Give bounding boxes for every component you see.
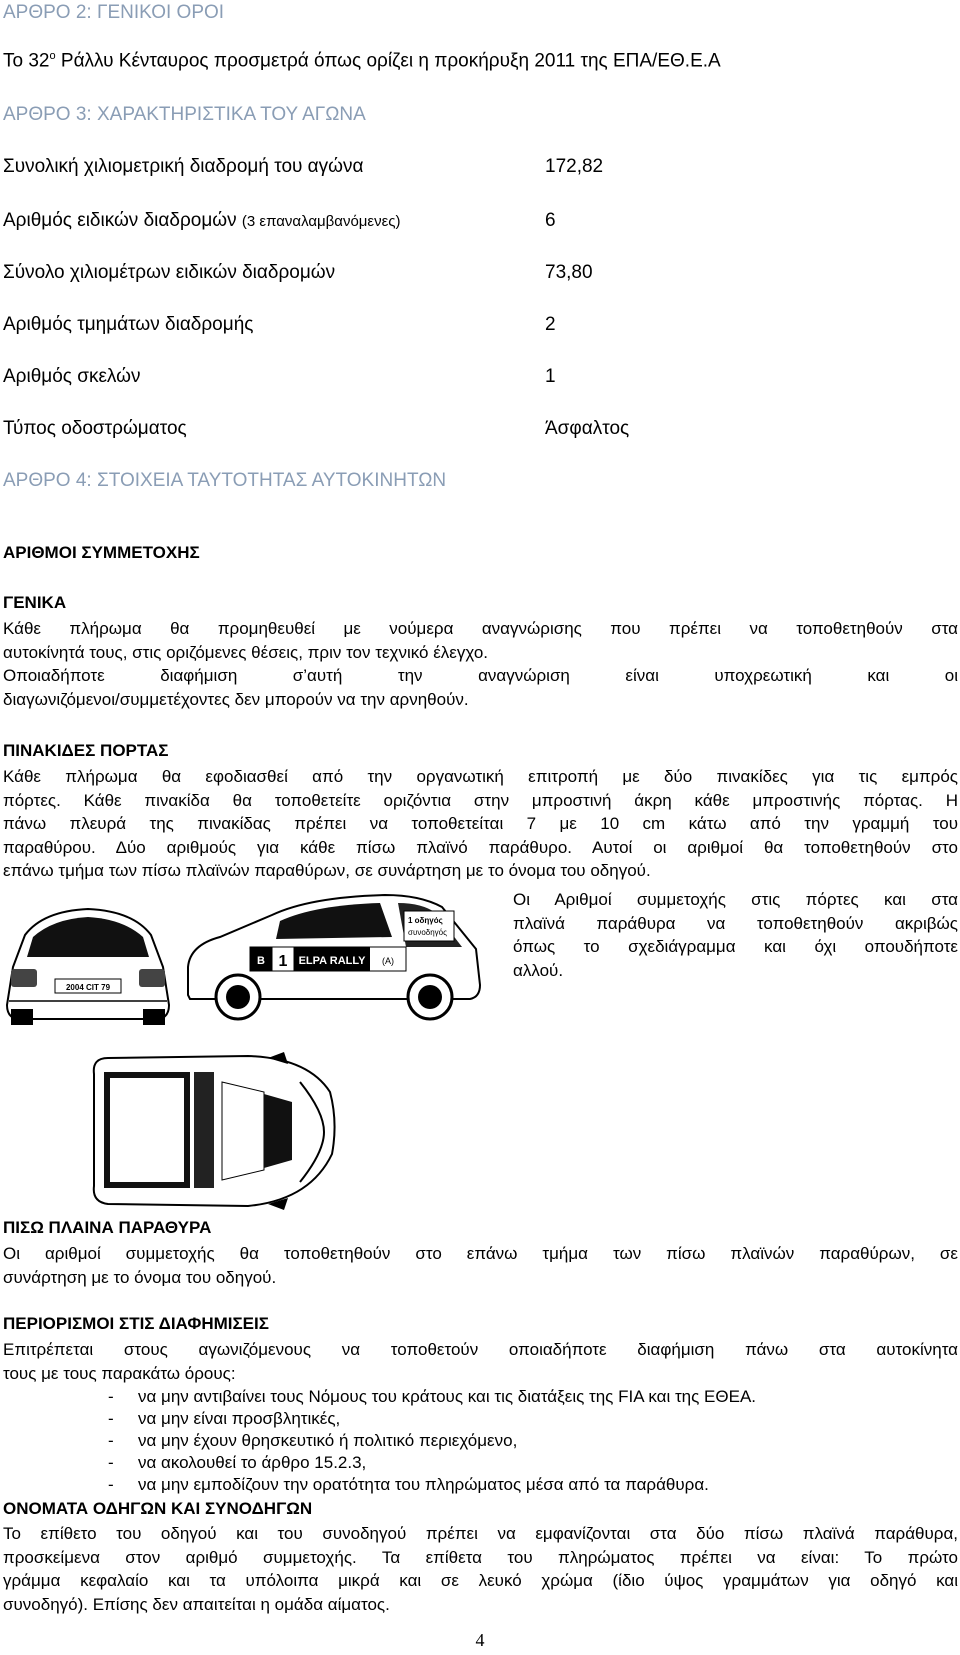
- general-heading: ΓΕΝΙΚΑ: [3, 593, 67, 612]
- text-line: προσκείμενα στον αριθμό συμμετοχής. Τα επίθετα του πληρώματος πρέπει να είναι: Το πρώτο: [3, 1547, 958, 1567]
- names-paragraph: [3, 1522, 958, 1616]
- text-line: συνάρτηση με το όνομα του οδηγού.: [3, 1267, 277, 1287]
- text-line: Οι αριθμοί συμμετοχής θα τοποθετηθούν στο επάνω τμήμα των πίσω πλαϊνών παραθύρων, σε: [3, 1244, 958, 1263]
- window-label-text-1: 1 οδηγός: [408, 916, 443, 925]
- list-item: - να μην εμποδίζουν την ορατότητα του πληρώματος μέσα από τα παράθυρα.: [108, 1474, 958, 1496]
- list-item: - να μην αντιβαίνει τους Νόμους του κράτους και τις διατάξεις της FIA και της ΕΘΕΑ.: [108, 1386, 958, 1408]
- characteristic-value: 1: [545, 366, 556, 387]
- text-line: Το επίθετο του οδηγού και του συνοδηγού πρέπει να εμφανίζονται στα δύο πίσω πλαϊνά παράθυρα,: [3, 1524, 958, 1543]
- door-letter-text: B: [257, 955, 265, 967]
- characteristic-value: Άσφαλτος: [545, 418, 630, 439]
- general-paragraph: [3, 617, 958, 711]
- characteristic-label: Τύπος οδοστρώματος: [3, 418, 187, 439]
- characteristic-label: Αριθμός τμημάτων διαδρομής: [3, 314, 254, 335]
- door-class-text: (A): [382, 956, 394, 966]
- text-line: όπως το σχεδιάγραμμα και όχι οπουδήποτε: [513, 937, 958, 956]
- characteristic-value: 73,80: [545, 262, 593, 283]
- rear-plate-text: 2004 CIT 79: [65, 983, 111, 992]
- text-line: Οποιαδήποτε διαφήμιση σ’αυτή την αναγνώριση είναι υποχρεωτική και οι: [3, 666, 958, 685]
- text-line: Κάθε πλήρωμα θα προμηθευθεί με νούμερα αναγνώρισης που πρέπει να τοποθετηθούν στα: [3, 619, 958, 638]
- characteristic-value: 172,82: [545, 156, 604, 177]
- list-item: - να μην είναι προσβλητικές,: [108, 1408, 958, 1430]
- advertising-paragraph: [3, 1338, 958, 1385]
- rear-windows-paragraph: [3, 1242, 958, 1289]
- text-line: Κάθε πλήρωμα θα εφοδιασθεί από την οργανωτική επιτροπή με δύο πινακίδες για τις εμπρός: [3, 767, 958, 786]
- names-heading: ΟΝΟΜΑΤΑ ΟΔΗΓΩΝ ΚΑΙ ΣΥΝΟΔΗΓΩΝ: [3, 1499, 313, 1518]
- door-number-text: 1: [278, 953, 288, 970]
- article4-heading: ΑΡΘΡΟ 4: ΣΤΟΙΧΕΙΑ ΤΑΥΤΟΤΗΤΑΣ ΑΥΤΟΚΙΝΗΤΩΝ: [3, 470, 447, 491]
- text-line: συνοδηγό). Επίσης δεν απαιτείται η ομάδα αίματος.: [3, 1594, 390, 1614]
- text-line: τους με τους παρακάτω όρους:: [3, 1363, 236, 1383]
- characteristic-label: Σύνολο χιλιομέτρων ειδικών διαδρομών: [3, 262, 336, 283]
- article2-text-sup: ο: [49, 50, 56, 62]
- characteristic-label: Αριθμός σκελών: [3, 366, 141, 387]
- text-line: Επιτρέπεται στους αγωνιζόμενους να τοποθετούν οποιαδήποτε διαφήμιση πάνω στα αυτοκίνητα: [3, 1340, 958, 1359]
- text-line: γράμμα κεφαλαίο και τα υπόλοιπα μικρά και σε λευκό χρώμα (ίδιο ύψος γραμμάτων για οδηγό και: [3, 1571, 958, 1590]
- text-line: αλλού.: [513, 960, 564, 980]
- car-top-view-drawing: [88, 1052, 338, 1212]
- list-item: - να μην έχουν θρησκευτικό ή πολιτικό περιεχόμενο,: [108, 1430, 958, 1452]
- door-plates-paragraph: [3, 765, 958, 883]
- advertising-conditions-list: [108, 1386, 958, 1496]
- placement-note: [513, 888, 958, 982]
- rear-windows-heading: ΠΙΣΩ ΠΛΑΙΝΑ ΠΑΡΑΘΥΡΑ: [3, 1218, 212, 1237]
- door-sponsor-text: ELPA RALLY: [298, 955, 366, 967]
- door-plates-heading: ΠΙΝΑΚΙΔΕΣ ΠΟΡΤΑΣ: [3, 741, 169, 760]
- characteristic-label: Αριθμός ειδικών διαδρομών (3 επαναλαμβανόμενες): [3, 210, 401, 231]
- advertising-heading: ΠΕΡΙΟΡΙΣΜΟΙ ΣΤΙΣ ΔΙΑΦΗΜΙΣΕΙΣ: [3, 1314, 269, 1333]
- article2-heading: ΑΡΘΡΟ 2: ΓΕΝΙΚΟΙ ΟΡΟΙ: [3, 2, 225, 23]
- text-line: παραθύρου. Δύο αριθμούς για κάθε πίσω πλαϊνό παράθυρο. Αυτοί οι αριθμοί θα τοποθετηθούν στο: [3, 837, 958, 857]
- car-rear-view-drawing: [3, 905, 173, 1030]
- text-line: διαγωνιζόμενοι/συμμετέχοντες δεν μπορούν να την αρνηθούν.: [3, 689, 469, 709]
- article3-heading: ΑΡΘΡΟ 3: ΧΑΡΑΚΤΗΡΙΣΤΙΚΑ ΤΟΥ ΑΓΩΝΑ: [3, 104, 366, 125]
- article2-text-pre: Το 32: [3, 50, 50, 72]
- article2-text: [3, 50, 721, 72]
- characteristic-label: Συνολική χιλιομετρική διαδρομή του αγώνα: [3, 156, 364, 177]
- text-line: επάνω τμήμα των πίσω πλαϊνών παραθύρων, σε συνάρτηση με το όνομα του οδηγού.: [3, 861, 651, 880]
- text-line: αυτοκίνητά τους, στις οριζόμενες θέσεις, πριν τον τεχνικό έλεγχο.: [3, 642, 488, 662]
- numbers-heading: ΑΡΙΘΜΟΙ ΣΥΜΜΕΤΟΧΗΣ: [3, 543, 200, 562]
- characteristic-value: 2: [545, 314, 556, 335]
- window-label-text-2: συνοδηγός: [408, 928, 447, 937]
- text-line: πόρτες. Κάθε πινακίδα θα τοποθετείτε οριζόντια στην μπροστινή άκρη κάθε μπροστινής πόρτας. Η: [3, 790, 958, 810]
- text-line: πάνω πλευρά της πινακίδας πρέπει να τοποθετείται 7 με 10 cm κάτω από την γραμμή του: [3, 814, 958, 833]
- car-side-view-drawing: [180, 885, 485, 1025]
- characteristic-value: 6: [545, 210, 556, 231]
- text-line: Οι Αριθμοί συμμετοχής στις πόρτες και στα: [513, 890, 958, 909]
- text-line: πλαϊνά παράθυρα να τοποθετηθούν ακριβώς: [513, 913, 958, 933]
- list-item: - να ακολουθεί το άρθρο 15.2.3,: [108, 1452, 958, 1474]
- article2-text-post: Ράλλυ Κένταυρος προσμετρά όπως ορίζει η προκήρυξη 2011 της ΕΠΑ/ΕΘ.Ε.Α: [55, 50, 721, 72]
- page-number: 4: [475, 1630, 485, 1650]
